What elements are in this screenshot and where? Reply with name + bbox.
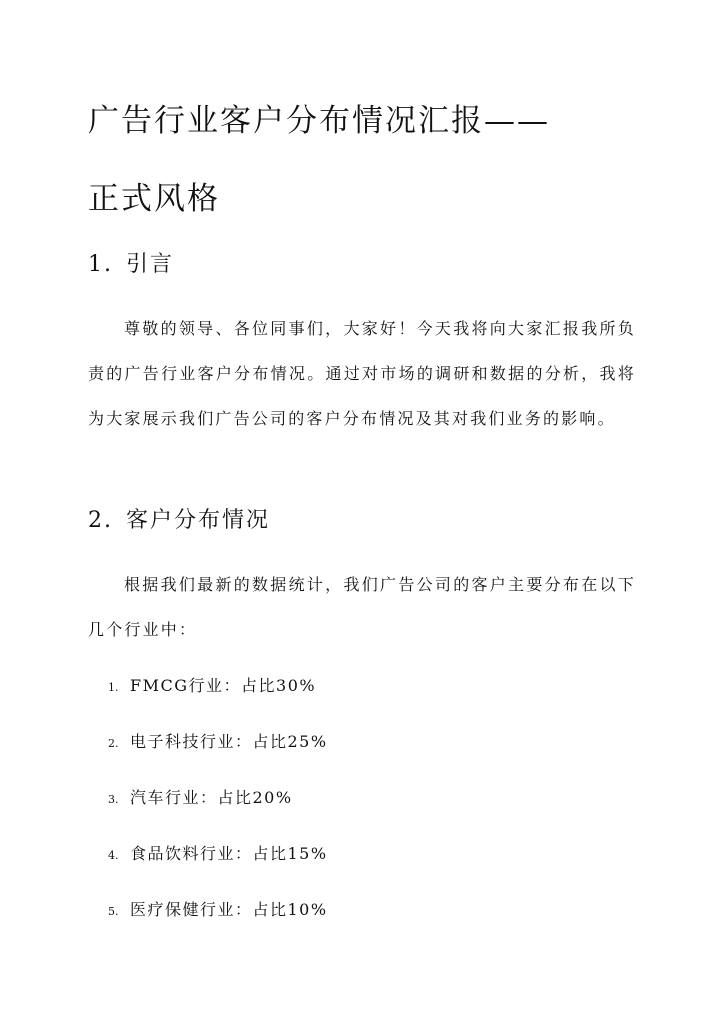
list-item-number: 4.	[108, 849, 119, 862]
section-number: 2.	[88, 508, 113, 533]
introduction-paragraph: 尊敬的领导、各位同事们，大家好！今天我将向大家汇报我所负责的广告行业客户分布情况。通过对市场的调研和数据的分析，我将为大家展示我们广告公司的客户分布情况及其对我们业务的影响。	[88, 319, 636, 428]
document-title	[88, 82, 688, 238]
list-item-text: FMCG行业：占比30%	[130, 676, 317, 695]
list-item-number: 5.	[108, 905, 119, 918]
section-heading-introduction	[88, 250, 174, 280]
industry-distribution-list	[108, 662, 328, 942]
section-title: 引言	[126, 252, 175, 277]
list-item-number: 2.	[108, 737, 119, 750]
section-number: 1.	[88, 252, 113, 277]
list-item	[108, 886, 328, 942]
list-item	[108, 774, 328, 830]
list-item-text: 食品饮料行业：占比15%	[130, 844, 328, 863]
list-item	[108, 718, 328, 774]
list-item	[108, 662, 328, 718]
client-distribution-paragraph: 根据我们最新的数据统计，我们广告公司的客户主要分布在以下几个行业中：	[88, 575, 636, 639]
title-line-1: 广告行业客户分布情况汇报——	[88, 103, 550, 139]
list-item-number: 3.	[108, 793, 119, 806]
section-title: 客户分布情况	[126, 508, 271, 533]
list-item-text: 汽车行业：占比20%	[130, 788, 293, 807]
title-line-2: 正式风格	[88, 181, 220, 217]
list-item-text: 电子科技行业：占比25%	[130, 732, 328, 751]
list-item-number: 1.	[108, 681, 119, 694]
section-heading-client-distribution	[88, 506, 270, 536]
list-item-text: 医疗保健行业：占比10%	[130, 900, 328, 919]
list-item	[108, 830, 328, 886]
